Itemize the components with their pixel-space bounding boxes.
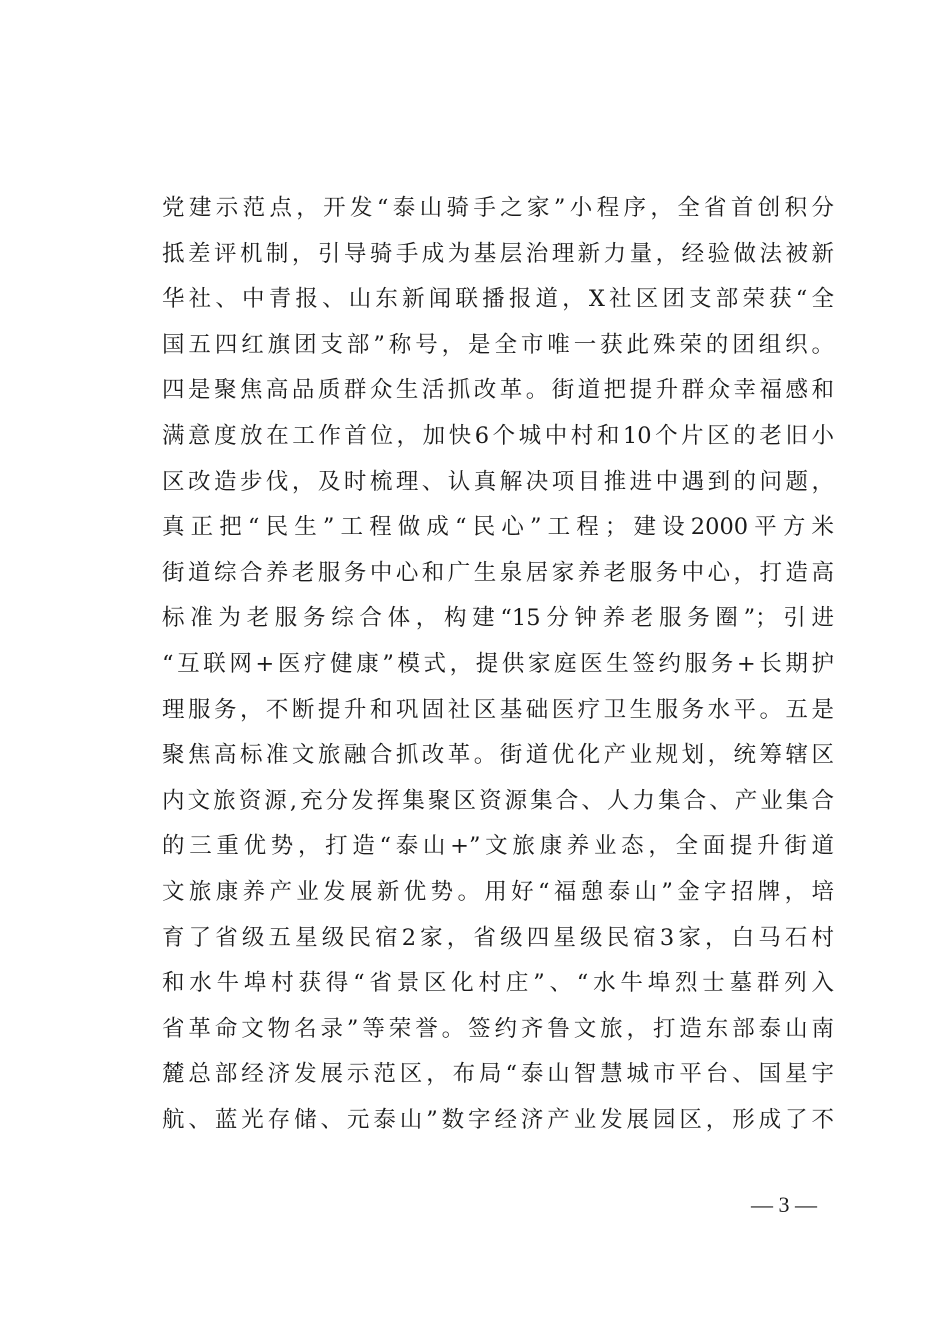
text-line: 和水牛埠村获得“省景区化村庄”、“水牛埠烈士墓群列入 xyxy=(162,970,834,997)
text-line: 麓总部经济发展示范区，布局“泰山智慧城市平台、国星宇 xyxy=(162,1061,834,1088)
text-line: 航、蓝光存储、元泰山”数字经济产业发展园区，形成了不 xyxy=(162,1106,834,1133)
page-number: — 3 — xyxy=(751,1192,817,1217)
text-line: 街道综合养老服务中心和广生泉居家养老服务中心，打造高 xyxy=(162,559,834,586)
text-line: 国五四红旗团支部”称号，是全市唯一获此殊荣的团组织。 xyxy=(162,331,834,358)
text-line: 文旅康养产业发展新优势。用好“福憩泰山”金字招牌，培 xyxy=(162,878,834,905)
body-paragraph xyxy=(162,186,834,1143)
text-line: 抵差评机制，引导骑手成为基层治理新力量，经验做法被新 xyxy=(162,240,834,267)
text-line: 省革命文物名录”等荣誉。签约齐鲁文旅，打造东部泰山南 xyxy=(162,1015,834,1042)
text-line: 党建示范点，开发“泰山骑手之家”小程序，全省首创积分 xyxy=(162,195,834,221)
text-line: 育了省级五星级民宿2家，省级四星级民宿3家，白马石村 xyxy=(162,924,834,951)
text-line: 华社、中青报、山东新闻联播报道，X社区团支部荣获“全 xyxy=(162,286,834,313)
text-line: 真正把“民生”工程做成“民心”工程；建设2000平方米 xyxy=(162,514,834,541)
text-line: “互联网+医疗健康”模式，提供家庭医生签约服务+长期护 xyxy=(162,650,834,677)
text-line: 标准为老服务综合体，构建“15分钟养老服务圈”；引进 xyxy=(162,605,834,632)
text-line: 四是聚焦高品质群众生活抓改革。街道把提升群众幸福感和 xyxy=(162,377,834,404)
text-line: 的三重优势，打造“泰山+”文旅康养业态，全面提升街道 xyxy=(162,833,834,860)
text-line: 区改造步伐，及时梳理、认真解决项目推进中遇到的问题， xyxy=(162,468,834,495)
text-line: 满意度放在工作首位，加快6个城中村和10个片区的老旧小 xyxy=(162,422,834,449)
text-line: 聚焦高标准文旅融合抓改革。街道优化产业规划，统筹辖区 xyxy=(162,742,834,769)
text-line: 内文旅资源,充分发挥集聚区资源集合、人力集合、产业集合 xyxy=(162,787,834,814)
text-line: 理服务，不断提升和巩固社区基础医疗卫生服务水平。五是 xyxy=(162,696,834,723)
